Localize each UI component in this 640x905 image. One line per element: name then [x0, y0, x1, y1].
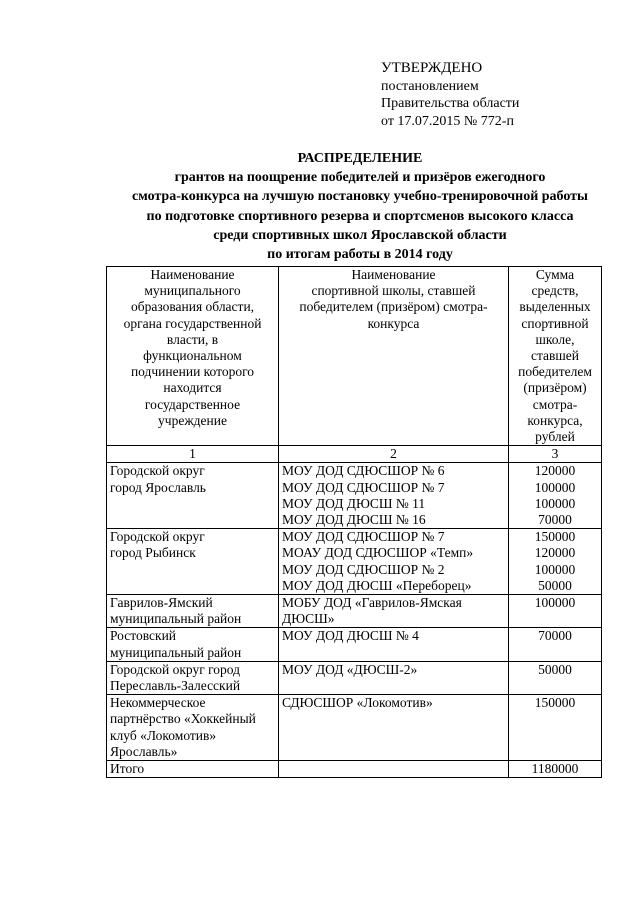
- header-text: средств,: [531, 283, 579, 299]
- amount-value: 50000: [538, 661, 572, 677]
- amount-value: 100000: [534, 595, 576, 611]
- amount-value: 70000: [538, 512, 572, 528]
- title-line: среди спортивных школ Ярославской области: [213, 227, 507, 243]
- amount-cell: [509, 695, 602, 761]
- amount-value: 100000: [534, 479, 576, 495]
- amount-cell: [509, 529, 602, 595]
- region-cell: [107, 529, 279, 595]
- region-text: Переславль-Залесский: [110, 678, 241, 694]
- header-school: [279, 267, 509, 446]
- region-cell: [107, 463, 279, 529]
- header-text: государственное: [144, 396, 241, 412]
- column-number: 3: [509, 446, 602, 463]
- amount-value: 150000: [534, 529, 576, 545]
- header-text: Наименование: [150, 267, 235, 282]
- amount-value: 100000: [534, 561, 576, 577]
- amount-cell: [509, 463, 602, 529]
- approval-line: Правительства области: [381, 96, 520, 111]
- school-name: МОУ ДОД ДЮСШ № 16: [282, 512, 426, 528]
- total-empty-cell: [279, 761, 509, 778]
- title-line: смотра-конкурса на лучшую постановку учебно-тренировочной работы: [132, 189, 588, 205]
- table-row: [107, 695, 602, 761]
- header-text: спортивной школы, ставшей: [311, 283, 476, 299]
- total-label: Итого: [107, 761, 279, 778]
- approval-stamp: [381, 60, 519, 130]
- region-text: Городской округ город: [110, 661, 241, 677]
- approval-line: от 17.07.2015 № 772-п: [381, 113, 514, 129]
- region-text: город Рыбинск: [110, 545, 196, 561]
- school-name: МОУ ДОД СДЮСШОР № 6: [282, 463, 445, 479]
- header-text: Сумма: [535, 267, 575, 282]
- school-cell: [279, 695, 509, 761]
- region-text: Ростовский: [110, 628, 177, 644]
- header-text: находится: [163, 380, 222, 396]
- total-amount: 1180000: [509, 761, 602, 778]
- header-text: образования области,: [130, 299, 255, 315]
- header-text: Наименование: [351, 267, 436, 282]
- header-amount: [509, 267, 602, 446]
- region-cell: [107, 661, 279, 694]
- amount-value: 70000: [538, 628, 572, 644]
- title-line: по подготовке спортивного резерва и спортсменов высокого класса: [146, 208, 574, 224]
- approval-heading: УТВЕРЖДЕНО: [381, 60, 483, 76]
- header-text: подчинении которого: [130, 364, 255, 380]
- header-text: выделенных: [519, 299, 591, 315]
- table-header-row: [107, 267, 602, 446]
- total-row: [107, 761, 602, 778]
- region-text: муниципальный район: [110, 644, 242, 660]
- amount-cell: [509, 595, 602, 628]
- school-cell: [279, 595, 509, 628]
- title-line: грантов на поощрение победителей и призёров ежегодного: [174, 170, 546, 186]
- header-region: [107, 267, 279, 446]
- school-name: МОУ ДОД ДЮСШ № 4: [282, 628, 419, 644]
- header-text: победителем (призёром) смотра-: [299, 299, 488, 315]
- header-text: органа государственной: [123, 315, 262, 331]
- header-text: муниципального: [144, 283, 241, 299]
- title-line: по итогам работы в 2014 году: [267, 247, 453, 263]
- region-text: Ярославль»: [110, 743, 178, 759]
- region-text: Городской округ: [110, 463, 205, 479]
- region-text: Гаврилов-Ямский: [110, 595, 213, 611]
- school-name: СДЮСШОР «Локомотив»: [282, 695, 433, 711]
- header-text: смотра-: [532, 396, 578, 412]
- header-text: ставшей: [530, 348, 580, 364]
- table-row: [107, 628, 602, 661]
- table-row: [107, 529, 602, 595]
- header-text: конкурса,: [527, 412, 583, 428]
- column-number-row: [107, 446, 602, 463]
- school-name: МОУ ДОД СДЮСШОР № 7: [282, 529, 445, 545]
- school-cell: [279, 661, 509, 694]
- school-name: МОУ ДОД ДЮСШ «Переборец»: [282, 577, 472, 593]
- grants-table: [106, 266, 602, 778]
- column-number: 2: [279, 446, 509, 463]
- school-name: МОУ ДОД «ДЮСШ-2»: [282, 661, 418, 677]
- region-text: клуб «Локомотив»: [110, 727, 217, 743]
- school-cell: [279, 628, 509, 661]
- school-cell: [279, 463, 509, 529]
- header-text: учреждение: [158, 412, 227, 428]
- amount-value: 100000: [534, 495, 576, 511]
- region-text: город Ярославль: [110, 479, 206, 495]
- header-text: победителем: [518, 364, 592, 380]
- amount-cell: [509, 628, 602, 661]
- amount-value: 120000: [534, 463, 576, 479]
- amount-value: 150000: [534, 695, 576, 711]
- header-text: конкурса: [367, 315, 420, 331]
- table-row: [107, 595, 602, 628]
- school-name: МОБУ ДОД «Гаврилов-Ямская: [282, 595, 462, 611]
- document-title: [60, 149, 640, 264]
- school-name: МОАУ ДОД СДЮСШОР «Темп»: [282, 545, 474, 561]
- amount-value: 120000: [534, 545, 576, 561]
- title-main: РАСПРЕДЕЛЕНИЕ: [297, 151, 423, 166]
- amount-cell: [509, 661, 602, 694]
- region-text: муниципальный район: [110, 611, 242, 627]
- region-cell: [107, 595, 279, 628]
- school-name: МОУ ДОД СДЮСШОР № 2: [282, 561, 445, 577]
- region-text: Некоммерческое: [110, 695, 206, 711]
- header-text: рублей: [535, 429, 575, 445]
- column-number: 1: [107, 446, 279, 463]
- region-cell: [107, 628, 279, 661]
- school-cell: [279, 529, 509, 595]
- header-text: власти, в: [166, 331, 219, 347]
- school-name: ДЮСШ»: [282, 611, 335, 627]
- amount-value: 50000: [538, 577, 572, 593]
- region-text: партнёрство «Хоккейный: [110, 711, 256, 727]
- region-cell: [107, 695, 279, 761]
- school-name: МОУ ДОД ДЮСШ № 11: [282, 495, 426, 511]
- table-row: [107, 463, 602, 529]
- school-name: МОУ ДОД СДЮСШОР № 7: [282, 479, 445, 495]
- header-text: школе,: [535, 331, 575, 347]
- header-text: функциональном: [143, 348, 242, 364]
- header-text: (призёром): [523, 380, 587, 396]
- header-text: спортивной: [521, 315, 589, 331]
- table-row: [107, 661, 602, 694]
- approval-line: постановлением: [381, 78, 479, 94]
- region-text: Городской округ: [110, 529, 205, 545]
